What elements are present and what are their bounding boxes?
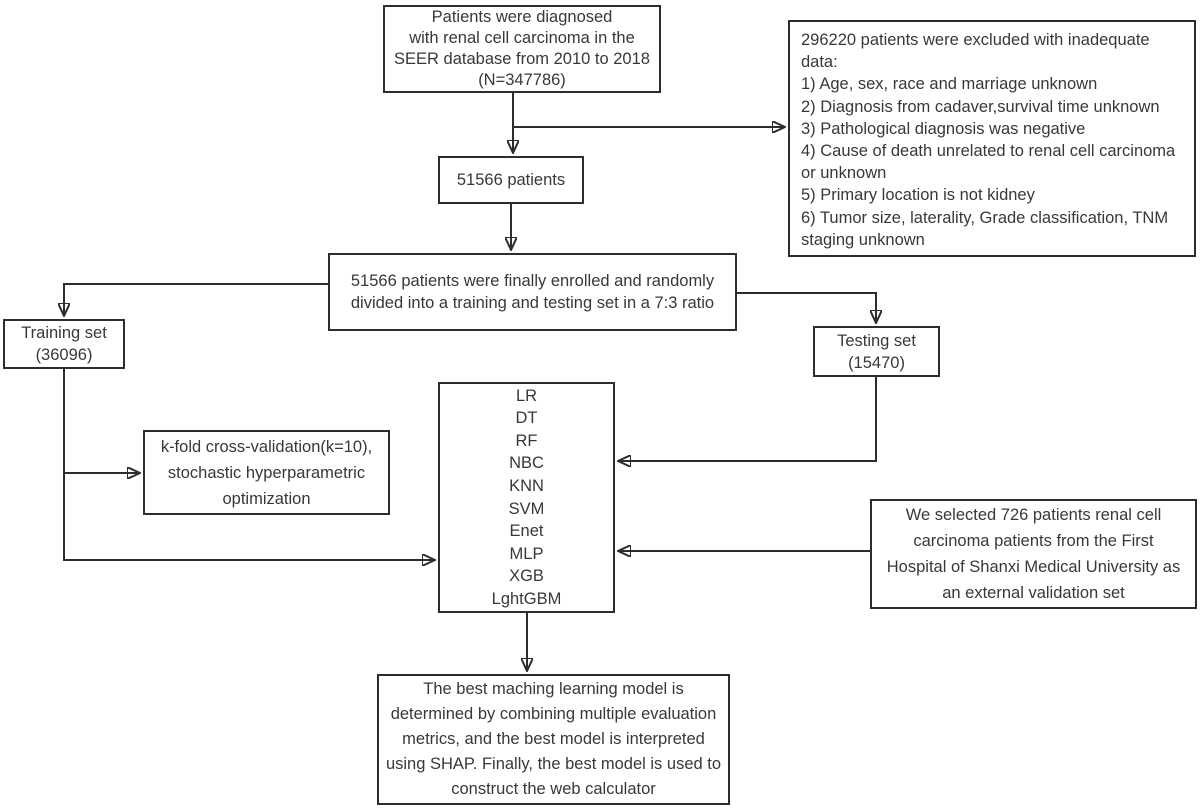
enrollment-split-text: divided into a training and testing set in a 7:3 ratio <box>350 294 715 312</box>
external-validation-text: Hospital of Shanxi Medical University as <box>886 558 1181 576</box>
model-name: XGB <box>509 567 544 586</box>
seer-cohort-text: Patients were diagnosed <box>431 8 613 26</box>
model-name: Enet <box>509 522 544 541</box>
model-name: LghtGBM <box>491 589 562 608</box>
training-set-count: (36096) <box>35 346 93 364</box>
model-list-box <box>438 382 615 613</box>
exclusion-item: 6) Tumor size, laterality, Grade classification, TNM staging unknown <box>801 208 1169 249</box>
best-model-text: using SHAP. Finally, the best model is used to <box>385 755 722 773</box>
external-validation-box <box>870 499 1197 609</box>
model-name: LR <box>515 386 538 405</box>
best-model-text: metrics, and the best model is interpreted <box>402 730 705 748</box>
exclusion-title: 296220 patients were excluded with inadequate data: <box>801 31 1150 72</box>
seer-cohort-text: SEER database from 2010 to 2018 <box>394 50 650 68</box>
cross-validation-text: stochastic hyperparametric <box>167 463 366 482</box>
exclusion-item: 3) Pathological diagnosis was negative <box>801 119 1086 138</box>
testing-set-label: Testing set <box>837 331 916 350</box>
enrollment-split-text: 51566 patients were finally enrolled and randomly <box>350 272 715 290</box>
cross-validation-text: optimization <box>222 489 311 508</box>
exclusion-item: 5) Primary location is not kidney <box>801 186 1035 205</box>
included-patients-box <box>438 156 584 204</box>
best-model-text: The best maching learning model is <box>423 680 684 698</box>
exclusion-item: 4) Cause of death unrelated to renal cell carcinoma or unknown <box>801 142 1176 183</box>
external-validation-text: carcinoma patients from the First <box>913 532 1154 550</box>
best-model-text: determined by combining multiple evaluation <box>390 705 717 723</box>
training-set-box <box>3 319 125 369</box>
model-name: SVM <box>508 499 545 518</box>
seer-cohort-text: (N=347786) <box>478 71 566 89</box>
exclusion-item: 2) Diagnosis from cadaver,survival time unknown <box>801 97 1160 116</box>
testing-set-count: (15470) <box>848 353 905 372</box>
connector-enroll-to-training <box>64 284 328 315</box>
model-name: KNN <box>509 476 544 495</box>
model-name: MLP <box>509 544 544 563</box>
cross-validation-box <box>143 430 390 515</box>
best-model-box <box>377 674 730 805</box>
seer-cohort-box <box>383 5 661 93</box>
exclusion-criteria-box <box>788 20 1196 257</box>
connector-testing-to-models <box>619 377 876 461</box>
model-name: RF <box>515 431 538 450</box>
model-name: DT <box>515 409 538 428</box>
model-name: NBC <box>509 454 544 473</box>
included-patients-text: 51566 patients <box>456 171 566 189</box>
testing-set-box <box>813 326 940 377</box>
exclusion-item: 1) Age, sex, race and marriage unknown <box>801 75 1098 94</box>
cross-validation-text: k-fold cross-validation(k=10), <box>160 437 373 456</box>
enrollment-split-box <box>328 253 737 331</box>
connector-enroll-to-testing <box>737 293 876 322</box>
best-model-text: construct the web calculator <box>451 780 656 798</box>
external-validation-text: We selected 726 patients renal cell <box>905 506 1162 524</box>
external-validation-text: an external validation set <box>942 584 1125 602</box>
training-set-label: Training set <box>21 324 107 342</box>
seer-cohort-text: with renal cell carcinoma in the <box>409 29 635 47</box>
